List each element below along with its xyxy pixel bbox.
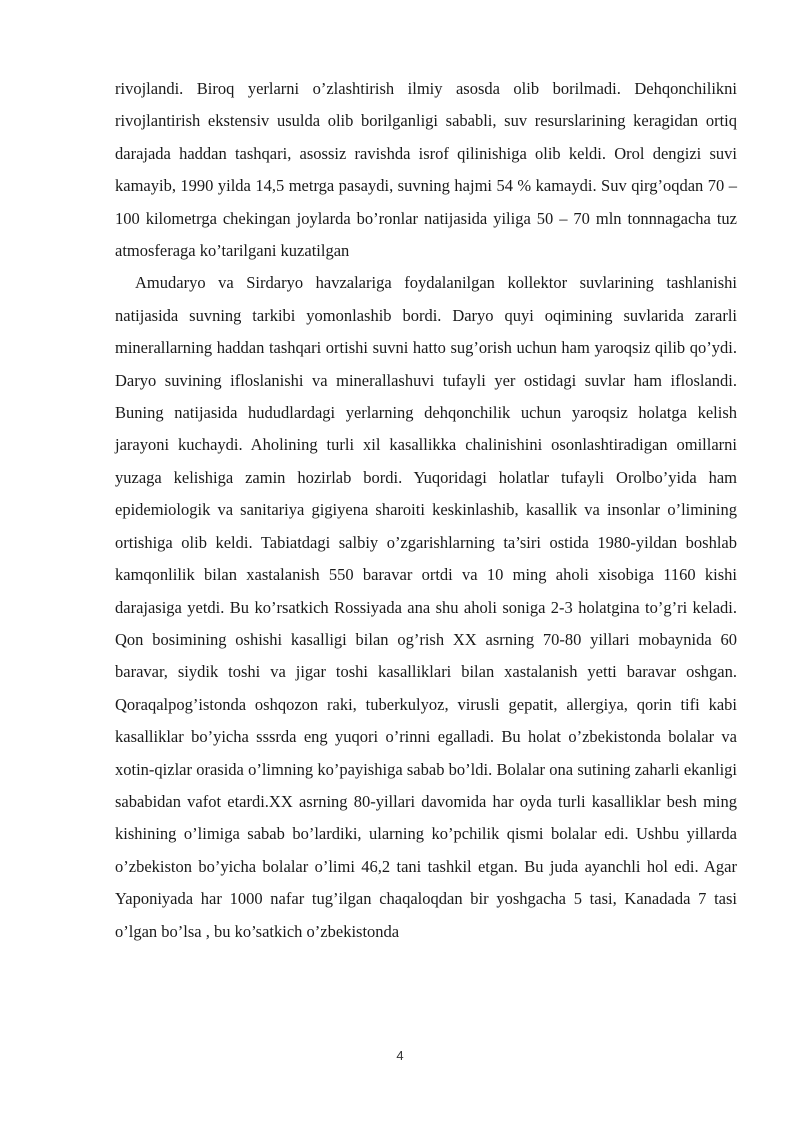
page-number: 4: [396, 1048, 404, 1063]
paragraph-1: rivojlandi. Biroq yerlarni o’zlashtirish ilmiy asosda olib borilmadi. Dehqonchilikni rivojlantirish ekstensiv usulda olib borilganligi sababli, suv resurslarining keragidan ortiq darajada haddan tashqari, asossiz ravishda isrof qilinishiga olib keldi. Orol dengizi suvi kamayib, 1990 yilda 14,5 metrga pasaydi, suvning hajmi 54 % kamaydi. Suv qirg’oqdan 70 – 100 kilometrga chekingan joylarda bo’ronlar natijasida yiliga 50 – 70 mln tonnnagacha tuz atmosferaga ko’tarilgani kuzatilgan: [115, 79, 737, 261]
paragraph-2: Amudaryo va Sirdaryo havzalariga foydalanilgan kollektor suvlarining tashlanishi natijasida suvning tarkibi yomonlashib bordi. Daryo quyi oqimining suvlarida zararli minerallarning haddan tashqari ortishi suvni hatto sug’orish uchun ham yaroqsiz qilib qo’ydi. Daryo suvining ifloslanishi va minerallashuvi tufayli yer ostidagi suvlar ham ifloslandi. Buning natijasida hududlardagi yerlarning dehqonchilik uchun yaroqsiz holatga kelish jarayoni kuchaydi. Aholining turli xil kasallikka chalinishini osonlashtiradigan omillarni yuzaga kelishiga zamin hozirlab bordi. Yuqoridagi holatlar tufayli Orolbo’yida ham epidemiologik va sanitariya gigiyena sharoiti keskinlashib, kasallik va insonlar o’limining ortishiga olib keldi. Tabiatdagi salbiy o’zgarishlarning ta’siri ostida 1980-yildan boshlab kamqonlilik bilan xastalanish 550 baravar ortdi va 10 ming aholi xisobiga 1160 kishi darajasiga yetdi. Bu ko’rsatkich Rossiyada ana shu aholi soniga 2-3 holatgina to’g’ri keladi. Qon bosimining oshishi kasalligi bilan og’rish XX asrning 70-80 yillari mobaynida 60 baravar, siydik toshi va jigar toshi kasalliklari bilan xastalanish yetti baravar oshgan. Qoraqalpog’istonda oshqozon raki, tuberkulyoz, virusli gepatit, allergiya, qorin tifi kabi kasalliklar bo’yicha sssrda eng yuqori o’rinni egalladi. Bu holat o’zbekistonda bolalar va xotin-qizlar orasida o’limning ko’payishiga sabab bo’ldi. Bolalar ona sutining zaharli ekanligi sababidan vafot etardi.XX asrning 80-yillari davomida har oyda turli kasalliklar besh ming kishining o’limiga sabab bo’lardiki, ularning ko’pchilik qismi bolalar edi. Ushbu yillarda o’zbekiston bo’yicha bolalar o’limi 46,2 tani tashkil etgan. Bu juda ayanchli hol edi. Agar Yaponiyada har 1000 nafar tug’ilgan chaqaloqdan bir yoshgacha 5 tasi, Kanadada 7 tasi o’lgan bo’lsa , bu ko’satkich o’zbekistonda: [115, 273, 737, 941]
document-page: [115, 73, 737, 948]
